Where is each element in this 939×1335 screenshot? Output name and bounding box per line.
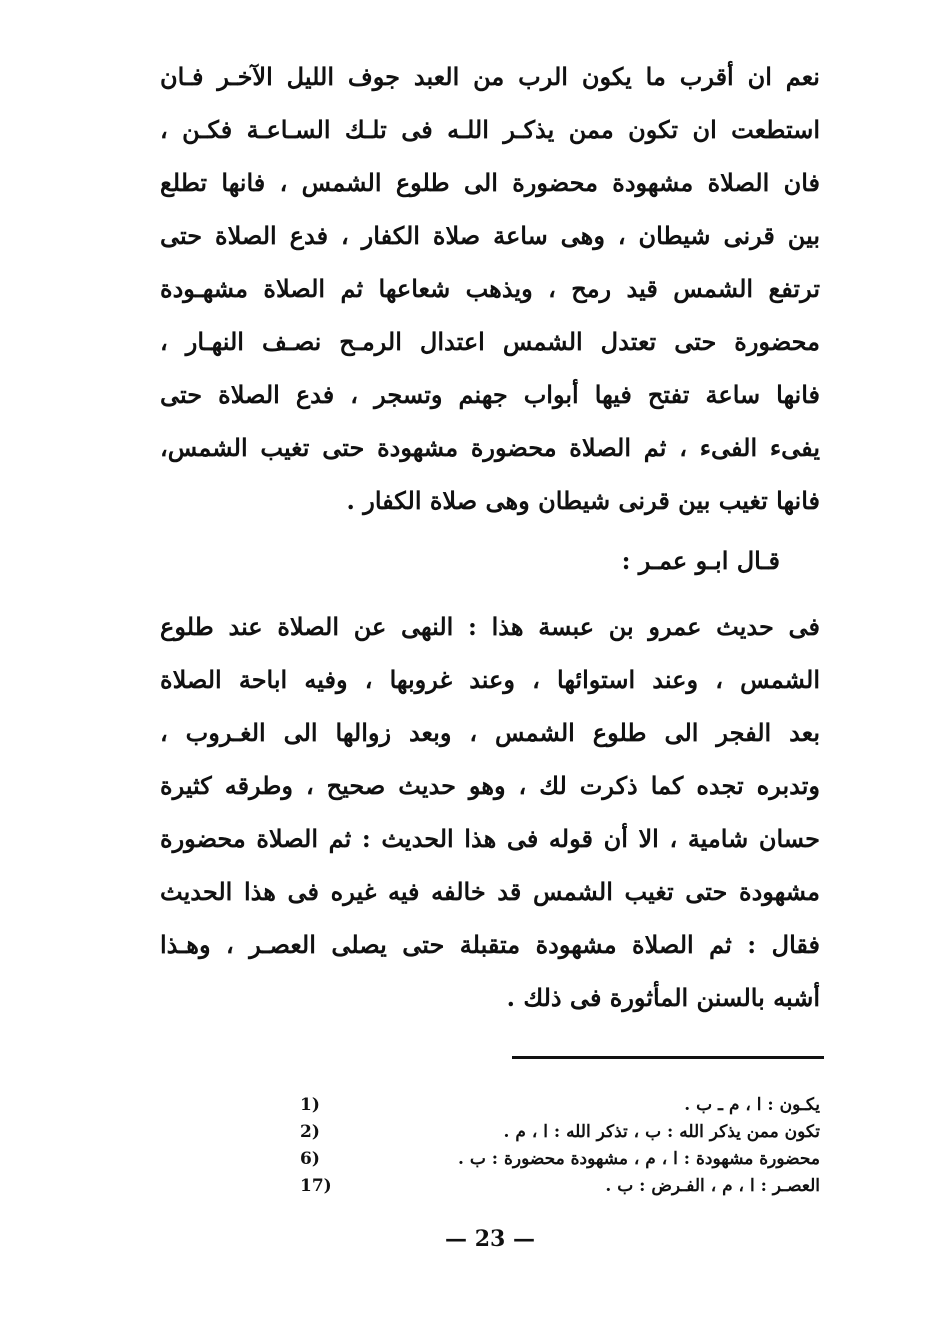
paragraph-2-line: فقال : ثم الصلاة مشهودة متقبلة حتى يصلى العصـر ، وهـذا	[160, 930, 820, 959]
paragraph-2-line: حسان شامية ، الا أن قوله فى هذا الحديث : ثم الصلاة محضورة	[160, 824, 820, 853]
paragraph-2-line: أشبه بالسنن المأثورة فى ذلك .	[506, 983, 820, 1012]
page-number: — 23 —	[445, 1226, 535, 1252]
paragraph-2-line: فى حديث عمرو بن عبسة هذا : النهى عن الصلاة عند طلوع	[160, 612, 820, 641]
paragraph-2-line: وتدبره تجده كما ذكرت لك ، وهو حديث صحيح ، وطرقه كثيرة	[160, 771, 820, 800]
paragraph-1	[160, 50, 820, 527]
paragraph-1-line: ترتفع الشمس قيد رمح ، ويذهب شعاعها ثم الصلاة مشهـودة	[160, 274, 820, 303]
footnote-text: محضورة مشهودة : ا ، م ، مشهودة محضورة : ب .	[458, 1149, 820, 1169]
footnote	[300, 1092, 824, 1119]
paragraph-1-line: يفىء الفىء ، ثم الصلاة محضورة مشهودة حتى تغيب الشمس،	[160, 433, 820, 462]
paragraph-1-line: فانها ساعة تفتح فيها أبواب جهنم وتسجر ، فدع الصلاة حتى	[160, 380, 820, 409]
footnotes	[300, 1092, 824, 1200]
paragraph-2-line: مشهودة حتى تغيب الشمس قد خالفه فيه غيره فى هذا الحديث	[160, 877, 820, 906]
paragraph-1-line: فان الصلاة مشهودة محضورة الى طلوع الشمس ، فانها تطلع	[160, 168, 820, 197]
paragraph-1-line: بين قرنى شيطان ، وهى ساعة صلاة الكفار ، فدع الصلاة حتى	[160, 221, 820, 250]
footnote-number: 17)	[300, 1176, 332, 1196]
footnote-text: العصـر : ا ، م ، الفـرض : ب .	[605, 1176, 820, 1196]
section-heading: قـال ابـو عمـر :	[621, 546, 780, 575]
footnote	[300, 1146, 824, 1173]
paragraph-2	[160, 600, 820, 1024]
footnote-text: تكون ممن يذكر الله : ب ، تذكر الله : ا ، م .	[503, 1122, 820, 1142]
footnote-number: 2)	[300, 1122, 320, 1142]
paragraph-2-line: الشمس ، وعند استوائها ، وعند غروبها ، وفيه اباحة الصلاة	[160, 665, 820, 694]
footnote-divider	[512, 1056, 824, 1059]
footnote	[300, 1119, 824, 1146]
footnote-text: يكـون : ا ، م ـ ب .	[684, 1095, 820, 1115]
paragraph-1-line: نعم ان أقرب ما يكون الرب من العبد جوف الليل الآخـر فـان	[160, 62, 820, 91]
paragraph-1-line: فانها تغيب بين قرنى شيطان وهى صلاة الكفار .	[346, 486, 820, 515]
footnote-number: 1)	[300, 1095, 320, 1115]
footnote-number: 6)	[300, 1149, 320, 1169]
paragraph-1-line: استطعت ان تكون ممن يذكـر اللـه فى تلـك السـاعـة فكـن ،	[160, 115, 820, 144]
footnote	[300, 1173, 824, 1200]
paragraph-2-line: بعد الفجر الى طلوع الشمس ، وبعد زوالها الى الغـروب ،	[160, 718, 820, 747]
paragraph-1-line: محضورة حتى تعتدل الشمس اعتدال الرمـح نصـف النهـار ،	[160, 327, 820, 356]
